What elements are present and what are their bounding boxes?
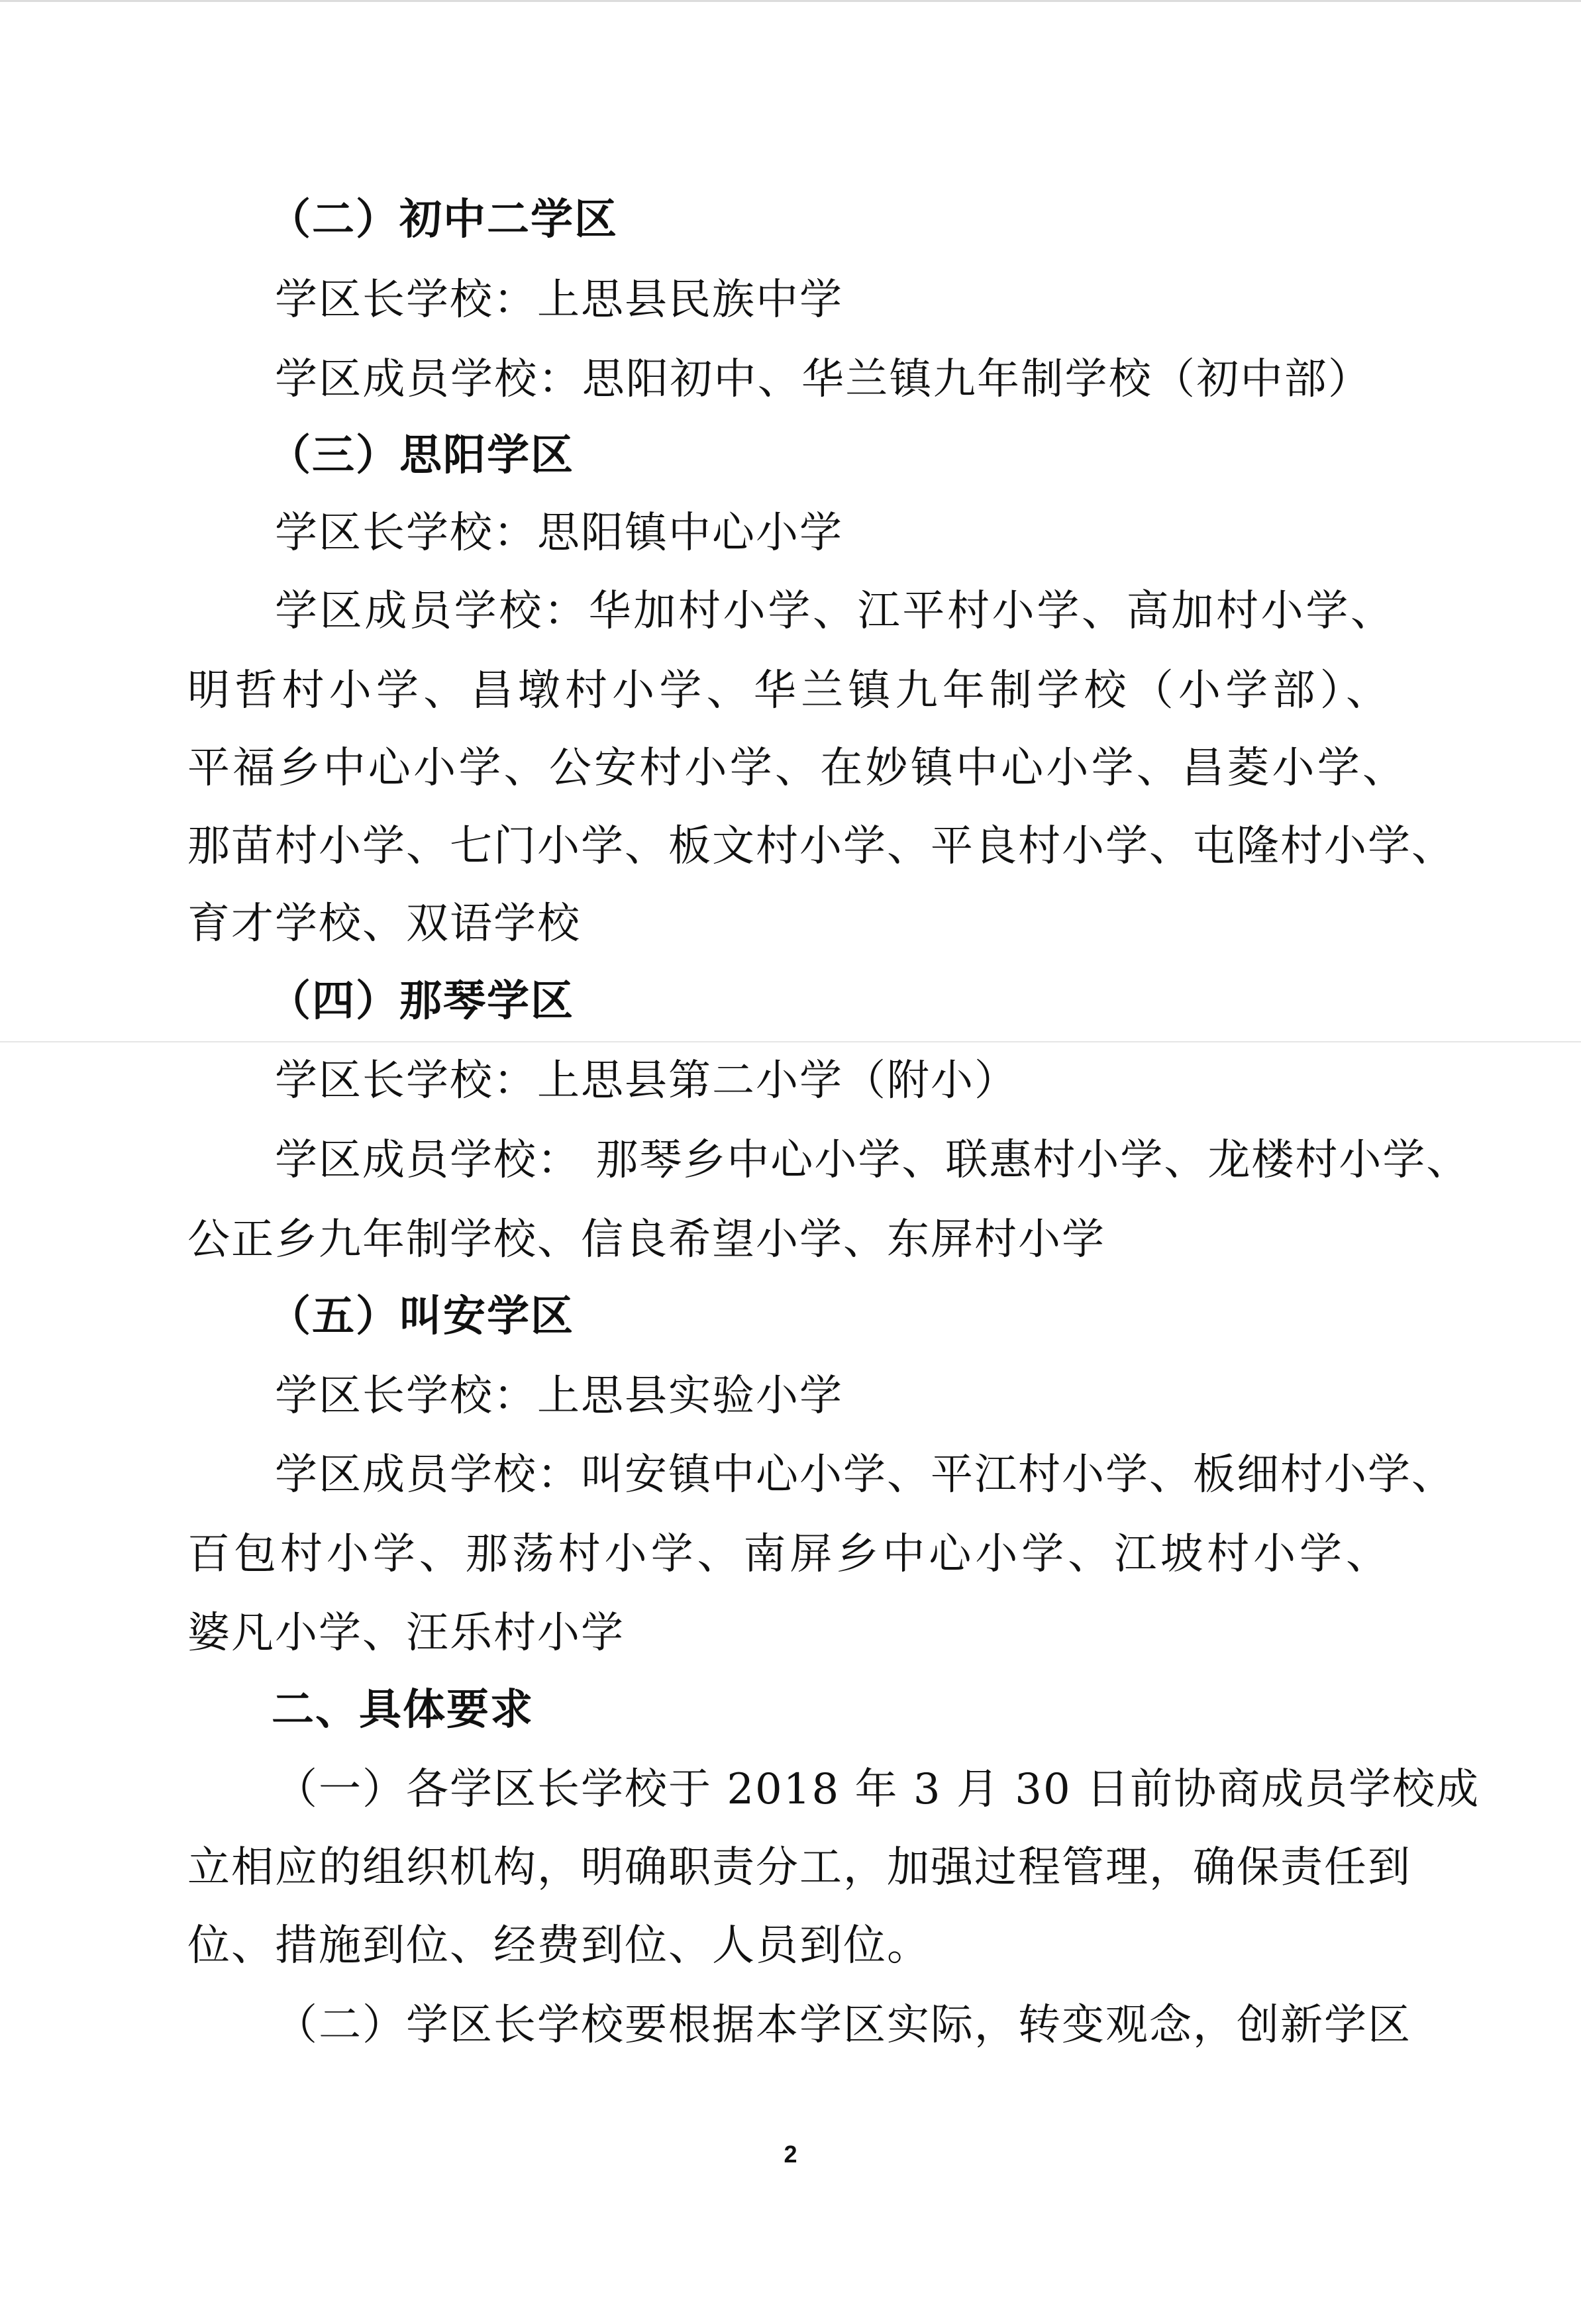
lead-school-line: 学区长学校：思阳镇中心小学 bbox=[275, 509, 843, 558]
member-schools-line: 学区成员学校：思阳初中、华兰镇九年制学校（初中部） bbox=[275, 355, 1372, 404]
scan-seam bbox=[0, 1041, 1581, 1042]
paragraph-line: 位、措施到位、经费到位、人员到位。 bbox=[187, 1921, 931, 1970]
section-heading-5: （五）叫安学区 bbox=[268, 1291, 574, 1341]
member-schools-line: 学区成员学校：叫安镇中心小学、平江村小学、板细村小学、 bbox=[275, 1450, 1455, 1499]
scan-edge bbox=[0, 0, 1581, 2]
section-heading-2: （二）初中二学区 bbox=[268, 195, 618, 244]
paragraph-line: 立相应的组织机构，明确职责分工，加强过程管理，确保责任到 bbox=[187, 1843, 1411, 1892]
member-schools-continuation: 育才学校、双语学校 bbox=[187, 899, 581, 948]
member-schools-line: 学区成员学校： 那琴乡中心小学、联惠村小学、龙楼村小学、 bbox=[275, 1136, 1470, 1185]
member-schools-line: 学区成员学校：华加村小学、江平村小学、高加村小学、 bbox=[275, 587, 1394, 636]
paragraph-line: （二）学区长学校要根据本学区实际，转变观念，创新学区 bbox=[275, 2001, 1411, 2050]
lead-school-line: 学区长学校：上思县第二小学（附小） bbox=[275, 1056, 1018, 1105]
page-number: 2 bbox=[784, 2141, 797, 2168]
member-schools-continuation: 百包村小学、那荡村小学、南屏乡中心小学、江坡村小学、 bbox=[187, 1530, 1390, 1579]
section-heading-4: （四）那琴学区 bbox=[268, 976, 574, 1026]
member-schools-continuation: 公正乡九年制学校、信良希望小学、东屏村小学 bbox=[187, 1215, 1105, 1264]
lead-school-line: 学区长学校：上思县实验小学 bbox=[275, 1372, 843, 1421]
lead-school-line: 学区长学校：上思县民族中学 bbox=[275, 276, 843, 325]
member-schools-continuation: 平福乡中心小学、公安村小学、在妙镇中心小学、昌菱小学、 bbox=[187, 744, 1406, 793]
member-schools-continuation: 婆凡小学、汪乐村小学 bbox=[187, 1609, 625, 1658]
paragraph-line: （一）各学区长学校于 2018 年 3 月 30 日前协商成员学校成 bbox=[275, 1765, 1480, 1814]
member-schools-continuation: 明哲村小学、昌墩村小学、华兰镇九年制学校（小学部）、 bbox=[187, 666, 1390, 715]
requirements-heading: 二、具体要求 bbox=[272, 1686, 534, 1735]
section-heading-3: （三）思阳学区 bbox=[268, 430, 574, 480]
member-schools-continuation: 那苗村小学、七门小学、板文村小学、平良村小学、屯隆村小学、 bbox=[187, 822, 1455, 871]
